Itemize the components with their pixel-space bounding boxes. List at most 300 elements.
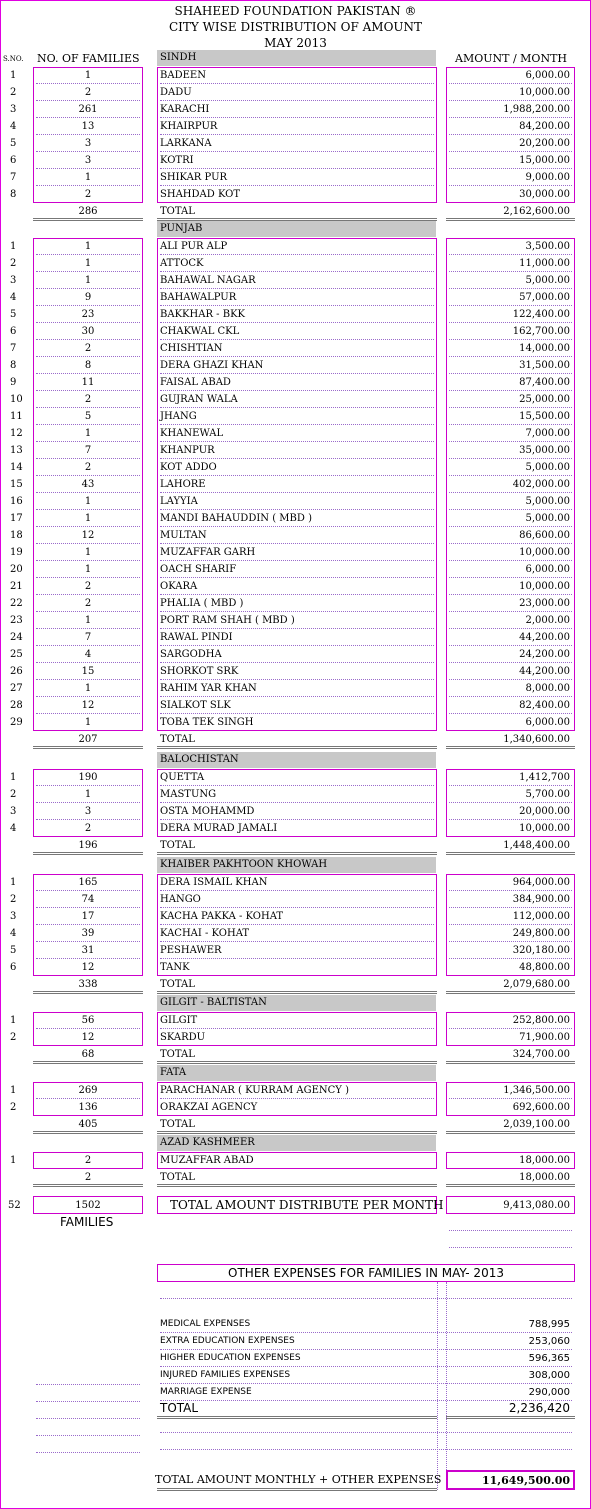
- row-divider: [160, 941, 434, 942]
- row-divider: [449, 254, 572, 255]
- row-sno: 1: [10, 70, 17, 81]
- row-city: MUZAFFAR GARH: [160, 547, 256, 558]
- row-divider: [449, 322, 572, 323]
- total-underline: [33, 852, 143, 855]
- row-families: 15: [81, 666, 95, 677]
- row-amount: 3,500.00: [525, 241, 570, 252]
- section-name: GILGIT - BALTISTAN: [160, 997, 267, 1008]
- row-city: PORT RAM SHAH ( MBD ): [160, 615, 295, 626]
- row-families: 1: [84, 789, 92, 800]
- row-sno: 1: [10, 1155, 17, 1166]
- row-divider: [160, 526, 434, 527]
- total-underline: [157, 1488, 437, 1491]
- row-families: 1: [84, 496, 92, 507]
- row-divider: [36, 151, 140, 152]
- row-amount: 10,000.00: [519, 87, 570, 98]
- row-families: 136: [78, 1102, 98, 1113]
- report-month: MAY 2013: [264, 36, 327, 50]
- row-divider: [449, 907, 572, 908]
- row-amount: 20,000.00: [519, 806, 570, 817]
- row-divider: [160, 339, 434, 340]
- row-divider: [36, 645, 140, 646]
- row-divider: [36, 802, 140, 803]
- row-divider: [36, 373, 140, 374]
- row-families: 2: [84, 87, 92, 98]
- section-total-label: TOTAL: [160, 979, 195, 990]
- row-families: 1: [84, 717, 92, 728]
- row-families: 56: [81, 1015, 95, 1026]
- row-divider: [449, 662, 572, 663]
- row-amount: 48,800.00: [519, 962, 570, 973]
- row-divider: [449, 958, 572, 959]
- row-divider: [449, 594, 572, 595]
- row-sno: 5: [10, 945, 17, 956]
- row-sno: 16: [10, 496, 23, 507]
- total-underline: [33, 1184, 143, 1187]
- row-divider: [160, 1366, 572, 1367]
- row-amount: 5,000.00: [525, 275, 570, 286]
- expense-amount: 253,060: [528, 1336, 570, 1347]
- row-divider: [449, 288, 572, 289]
- row-families: 5: [84, 411, 92, 422]
- row-families: 31: [81, 945, 95, 956]
- row-families: 1: [84, 683, 92, 694]
- total-underline: [157, 852, 437, 855]
- families-word: FAMILIES: [60, 1215, 114, 1229]
- total-underline: [157, 1416, 437, 1419]
- row-sno: 22: [10, 598, 23, 609]
- total-underline: [446, 1131, 575, 1134]
- row-city: FAISAL ABAD: [160, 377, 231, 388]
- row-amount: 86,600.00: [519, 530, 570, 541]
- row-amount: 9,000.00: [525, 172, 570, 183]
- row-amount: 5,000.00: [525, 462, 570, 473]
- row-divider: [449, 819, 572, 820]
- row-sno: 1: [10, 241, 17, 252]
- row-divider: [449, 168, 572, 169]
- blank-line: [36, 1418, 140, 1419]
- other-title: OTHER EXPENSES FOR FAMILIES IN MAY- 2013: [228, 1266, 504, 1280]
- row-city: MASTUNG: [160, 789, 217, 800]
- row-divider: [160, 254, 434, 255]
- row-divider: [36, 458, 140, 459]
- row-divider: [449, 645, 572, 646]
- row-city: GILGIT: [160, 1015, 198, 1026]
- section-total-amount: 2,162,600.00: [503, 206, 570, 217]
- row-divider: [160, 645, 434, 646]
- amount-header: AMOUNT / MONTH: [455, 52, 567, 65]
- row-city: OACH SHARIF: [160, 564, 237, 575]
- row-sno: 13: [10, 445, 23, 456]
- section-total-families: 338: [78, 979, 98, 990]
- expense-label: EXTRA EDUCATION EXPENSES: [160, 1336, 295, 1346]
- row-divider: [36, 305, 140, 306]
- row-amount: 384,900.00: [512, 894, 570, 905]
- row-divider: [36, 339, 140, 340]
- row-families: 2: [84, 823, 92, 834]
- section-name: SINDH: [160, 52, 197, 63]
- row-sno: 23: [10, 615, 23, 626]
- row-city: TOBA TEK SINGH: [160, 717, 254, 728]
- row-amount: 11,000.00: [519, 258, 570, 269]
- row-amount: 18,000.00: [519, 1155, 570, 1166]
- row-amount: 1,988,200.00: [503, 104, 570, 115]
- row-city: DERA MURAD JAMALI: [160, 823, 278, 834]
- row-divider: [160, 611, 434, 612]
- row-city: ALI PUR ALP: [160, 241, 228, 252]
- row-city: KOTRI: [160, 155, 194, 166]
- row-sno: 9: [10, 377, 17, 388]
- row-divider: [36, 441, 140, 442]
- section-total-families: 405: [78, 1119, 98, 1130]
- row-families: 1: [84, 275, 92, 286]
- row-sno: 6: [10, 962, 17, 973]
- section-total-amount: 18,000.00: [519, 1172, 570, 1183]
- row-divider: [36, 941, 140, 942]
- row-amount: 7,000.00: [525, 428, 570, 439]
- row-divider: [160, 1028, 434, 1029]
- row-divider: [160, 441, 434, 442]
- row-city: ATTOCK: [160, 258, 204, 269]
- row-divider: [449, 628, 572, 629]
- row-divider: [36, 958, 140, 959]
- blank-line: [36, 1435, 140, 1436]
- row-families: 23: [81, 309, 95, 320]
- grand-sno: 52: [8, 1200, 21, 1211]
- row-city: JHANG: [160, 411, 197, 422]
- blank-line: [36, 1401, 140, 1402]
- row-families: 43: [81, 479, 95, 490]
- row-divider: [160, 322, 434, 323]
- row-amount: 1,346,500.00: [503, 1085, 570, 1096]
- row-sno: 25: [10, 649, 23, 660]
- sno-header: S.NO.: [3, 55, 24, 63]
- row-families: 7: [84, 445, 92, 456]
- row-sno: 6: [10, 155, 17, 166]
- row-families: 2: [84, 394, 92, 405]
- row-divider: [36, 288, 140, 289]
- row-divider: [449, 424, 572, 425]
- row-families: 30: [81, 326, 95, 337]
- row-divider: [449, 611, 572, 612]
- row-divider: [160, 662, 434, 663]
- section-total-families: 68: [81, 1049, 95, 1060]
- row-city: CHISHTIAN: [160, 343, 223, 354]
- row-divider: [449, 543, 572, 544]
- total-underline: [157, 1184, 437, 1187]
- row-divider: [449, 117, 572, 118]
- row-divider: [449, 151, 572, 152]
- row-amount: 2,000.00: [525, 615, 570, 626]
- row-divider: [160, 305, 434, 306]
- row-families: 3: [84, 806, 92, 817]
- row-divider: [160, 509, 434, 510]
- row-amount: 35,000.00: [519, 445, 570, 456]
- row-divider: [36, 924, 140, 925]
- other-total-amount: 2,236,420: [508, 1401, 570, 1415]
- row-families: 39: [81, 928, 95, 939]
- row-city: BAHAWALPUR: [160, 292, 237, 303]
- row-divider: [36, 117, 140, 118]
- row-families: 74: [81, 894, 95, 905]
- row-amount: 10,000.00: [519, 823, 570, 834]
- row-families: 4: [84, 649, 92, 660]
- row-sno: 1: [10, 1015, 17, 1026]
- row-families: 9: [84, 292, 92, 303]
- report-title: SHAHEED FOUNDATION PAKISTAN ®: [174, 4, 417, 18]
- row-amount: 112,000.00: [512, 911, 570, 922]
- row-city: KOT ADDO: [160, 462, 217, 473]
- row-city: GUJRAN WALA: [160, 394, 238, 405]
- total-underline: [446, 1061, 575, 1064]
- row-amount: 252,800.00: [512, 1015, 570, 1026]
- row-divider: [160, 168, 434, 169]
- row-families: 12: [81, 962, 95, 973]
- total-underline: [33, 991, 143, 994]
- row-city: OKARA: [160, 581, 198, 592]
- row-city: DERA ISMAIL KHAN: [160, 877, 268, 888]
- section-header-bg: [157, 1065, 436, 1081]
- row-families: 1: [84, 241, 92, 252]
- row-amount: 964,000.00: [512, 877, 570, 888]
- row-families: 261: [78, 104, 98, 115]
- row-divider: [160, 958, 434, 959]
- row-divider: [36, 83, 140, 84]
- row-divider: [160, 373, 434, 374]
- row-divider: [160, 819, 434, 820]
- row-divider: [449, 941, 572, 942]
- expense-label: MARRIAGE EXPENSE: [160, 1387, 252, 1397]
- row-families: 2: [84, 581, 92, 592]
- row-divider: [449, 785, 572, 786]
- row-amount: 25,000.00: [519, 394, 570, 405]
- row-divider: [449, 802, 572, 803]
- row-amount: 320,180.00: [512, 945, 570, 956]
- row-divider: [160, 271, 434, 272]
- row-divider: [36, 509, 140, 510]
- row-amount: 82,400.00: [519, 700, 570, 711]
- row-families: 12: [81, 700, 95, 711]
- total-underline: [157, 1061, 437, 1064]
- section-header-bg: [157, 50, 436, 66]
- row-sno: 1: [10, 877, 17, 888]
- total-underline: [157, 1131, 437, 1134]
- row-divider: [449, 696, 572, 697]
- row-families: 165: [78, 877, 98, 888]
- row-divider: [449, 356, 572, 357]
- row-city: KHANEWAL: [160, 428, 224, 439]
- total-underline: [157, 991, 437, 994]
- row-divider: [160, 288, 434, 289]
- row-amount: 44,200.00: [519, 666, 570, 677]
- row-divider: [449, 407, 572, 408]
- row-divider: [36, 475, 140, 476]
- row-sno: 2: [10, 894, 17, 905]
- blank-line: [449, 1247, 572, 1248]
- row-families: 190: [78, 772, 98, 783]
- total-underline: [446, 852, 575, 855]
- row-sno: 4: [10, 928, 17, 939]
- section-total-families: 207: [78, 734, 98, 745]
- blank-line: [160, 1449, 572, 1450]
- row-divider: [160, 1383, 572, 1384]
- row-city: OSTA MOHAMMD: [160, 806, 255, 817]
- total-underline: [446, 1416, 575, 1419]
- section-total-label: TOTAL: [160, 840, 195, 851]
- row-divider: [160, 560, 434, 561]
- row-sno: 26: [10, 666, 23, 677]
- row-sno: 10: [10, 394, 23, 405]
- row-divider: [449, 560, 572, 561]
- row-families: 11: [81, 377, 95, 388]
- section-total-amount: 2,039,100.00: [503, 1119, 570, 1130]
- section-name: BALOCHISTAN: [160, 754, 239, 765]
- section-total-label: TOTAL: [160, 206, 195, 217]
- row-divider: [160, 390, 434, 391]
- row-city: SHAHDAD KOT: [160, 189, 241, 200]
- row-divider: [36, 662, 140, 663]
- row-divider: [160, 907, 434, 908]
- final-amount: 11,649,500.00: [481, 1474, 570, 1487]
- row-divider: [160, 1332, 572, 1333]
- row-divider: [36, 134, 140, 135]
- blank-line: [36, 1452, 140, 1453]
- section-total-label: TOTAL: [160, 1119, 195, 1130]
- row-divider: [160, 356, 434, 357]
- total-underline: [157, 746, 437, 749]
- expense-amount: 290,000: [528, 1387, 570, 1398]
- row-amount: 8,000.00: [525, 683, 570, 694]
- row-amount: 10,000.00: [519, 581, 570, 592]
- row-families: 2: [84, 598, 92, 609]
- row-amount: 71,900.00: [519, 1032, 570, 1043]
- row-divider: [160, 890, 434, 891]
- row-divider: [36, 1028, 140, 1029]
- row-divider: [160, 117, 434, 118]
- expense-label: INJURED FAMILIES EXPENSES: [160, 1370, 291, 1380]
- row-divider: [36, 185, 140, 186]
- row-divider: [160, 475, 434, 476]
- row-city: MUZAFFAR ABAD: [160, 1155, 254, 1166]
- row-city: BAHAWAL NAGAR: [160, 275, 256, 286]
- row-families: 1: [84, 547, 92, 558]
- row-city: SKARDU: [160, 1032, 206, 1043]
- section-name: FATA: [160, 1067, 187, 1078]
- row-sno: 7: [10, 172, 17, 183]
- row-families: 1: [84, 428, 92, 439]
- row-city: KARACHI: [160, 104, 210, 115]
- row-families: 3: [84, 155, 92, 166]
- row-divider: [160, 100, 434, 101]
- row-amount: 402,000.00: [512, 479, 570, 490]
- row-divider: [449, 83, 572, 84]
- section-total-label: TOTAL: [160, 734, 195, 745]
- row-sno: 2: [10, 87, 17, 98]
- row-sno: 2: [10, 1102, 17, 1113]
- row-divider: [36, 100, 140, 101]
- row-city: MULTAN: [160, 530, 207, 541]
- row-city: LAYYIA: [160, 496, 198, 507]
- total-underline: [33, 746, 143, 749]
- section-total-amount: 2,079,680.00: [503, 979, 570, 990]
- row-divider: [449, 924, 572, 925]
- row-families: 8: [84, 360, 92, 371]
- row-divider: [36, 785, 140, 786]
- section-name: KHAIBER PAKHTOON KHOWAH: [160, 859, 328, 870]
- row-amount: 162,700.00: [512, 326, 570, 337]
- row-divider: [449, 526, 572, 527]
- row-divider: [160, 924, 434, 925]
- row-city: CHAKWAL CKL: [160, 326, 240, 337]
- row-city: PESHAWER: [160, 945, 222, 956]
- row-families: 1: [84, 615, 92, 626]
- row-amount: 6,000.00: [525, 564, 570, 575]
- row-amount: 15,000.00: [519, 155, 570, 166]
- row-city: SIALKOT SLK: [160, 700, 231, 711]
- total-underline: [446, 746, 575, 749]
- row-sno: 15: [10, 479, 23, 490]
- grand-label: TOTAL AMOUNT DISTRIBUTE PER MONTH: [170, 1198, 444, 1212]
- row-amount: 5,000.00: [525, 496, 570, 507]
- row-divider: [160, 628, 434, 629]
- row-amount: 57,000.00: [519, 292, 570, 303]
- total-underline: [446, 1184, 575, 1187]
- row-divider: [449, 890, 572, 891]
- row-sno: 5: [10, 138, 17, 149]
- section-name: PUNJAB: [160, 223, 203, 234]
- total-underline: [33, 1061, 143, 1064]
- row-amount: 87,400.00: [519, 377, 570, 388]
- row-divider: [449, 305, 572, 306]
- row-city: KACHA PAKKA - KOHAT: [160, 911, 284, 922]
- section-total-amount: 1,340,600.00: [503, 734, 570, 745]
- row-sno: 4: [10, 121, 17, 132]
- row-amount: 692,600.00: [512, 1102, 570, 1113]
- total-underline: [446, 991, 575, 994]
- row-families: 1: [84, 513, 92, 524]
- row-divider: [449, 373, 572, 374]
- row-divider: [36, 168, 140, 169]
- expense-amount: 788,995: [528, 1319, 570, 1330]
- expense-amount: 596,365: [528, 1353, 570, 1364]
- row-sno: 18: [10, 530, 23, 541]
- row-divider: [449, 100, 572, 101]
- row-families: 1: [84, 564, 92, 575]
- row-city: MANDI BAHAUDDIN ( MBD ): [160, 513, 312, 524]
- row-divider: [449, 1098, 572, 1099]
- row-amount: 6,000.00: [525, 717, 570, 728]
- row-city: RAHIM YAR KHAN: [160, 683, 257, 694]
- row-amount: 20,200.00: [519, 138, 570, 149]
- row-amount: 10,000.00: [519, 547, 570, 558]
- row-divider: [160, 713, 434, 714]
- total-underline: [33, 218, 143, 221]
- row-sno: 6: [10, 326, 17, 337]
- row-divider: [36, 560, 140, 561]
- row-divider: [36, 907, 140, 908]
- row-divider: [160, 543, 434, 544]
- row-amount: 30,000.00: [519, 189, 570, 200]
- row-city: QUETTA: [160, 772, 205, 783]
- row-families: 1: [84, 70, 92, 81]
- row-amount: 5,700.00: [525, 789, 570, 800]
- row-families: 7: [84, 632, 92, 643]
- row-families: 2: [84, 1155, 92, 1166]
- row-sno: 17: [10, 513, 23, 524]
- row-families: 12: [81, 1032, 95, 1043]
- row-divider: [160, 785, 434, 786]
- row-city: TANK: [160, 962, 190, 973]
